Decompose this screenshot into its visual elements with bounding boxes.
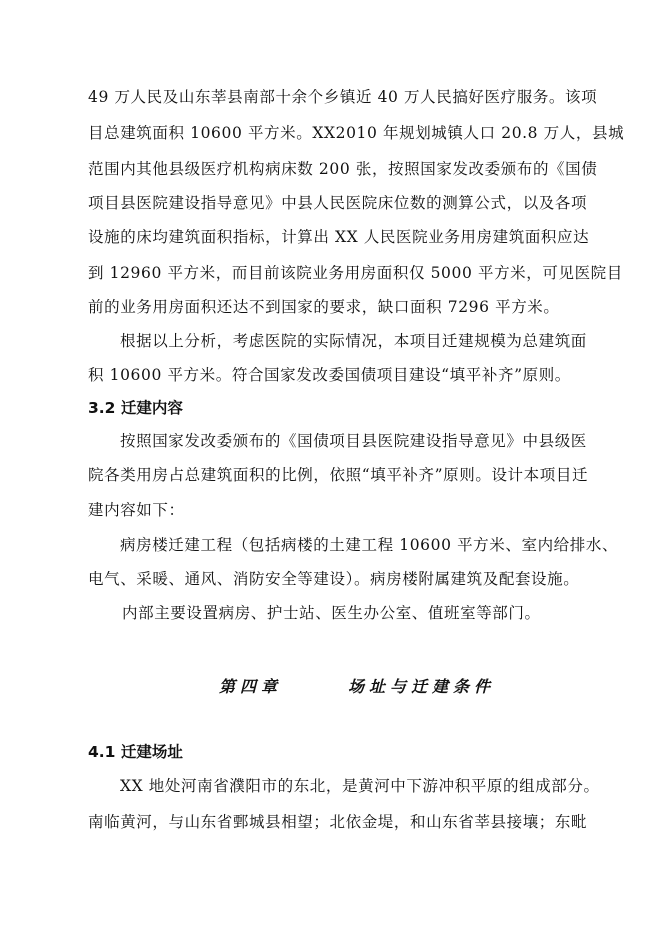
paragraph-line: 按照国家发改委颁布的《国债项目县医院建设指导意见》中县级医: [120, 432, 587, 450]
paragraph-line: 院各类用房占总建筑面积的比例，依照“填平补齐”原则。设计本项目迁: [88, 466, 589, 484]
paragraph-line: 内部主要设置病房、护士站、医生办公室、值班室等部门。: [122, 604, 541, 622]
paragraph-line: 范围内其他县级医疗机构病床数 200 张，按照国家发改委颁布的《国债: [88, 160, 598, 178]
paragraph-line: 目总建筑面积 10600 平方米。XX2010 年规划城镇人口 20.8 万人，县城: [88, 124, 625, 142]
paragraph-line: 南临黄河，与山东省鄄城县相望；北依金堤，和山东省莘县接壤；东毗: [88, 813, 588, 831]
chapter-number: 第四章: [219, 677, 283, 696]
paragraph-line: 建内容如下：: [88, 501, 185, 519]
section-heading: 4.1 迁建场址: [88, 743, 183, 761]
paragraph-line: 前的业务用房面积还达不到国家的要求，缺口面积 7296 平方米。: [88, 298, 560, 316]
paragraph-line: 积 10600 平方米。符合国家发改委国债项目建设“填平补齐”原则。: [88, 366, 571, 384]
paragraph-line: 电气、采暖、通风、消防安全等建设）。病房楼附属建筑及配套设施。: [88, 570, 580, 588]
paragraph-line: 设施的床均建筑面积指标，计算出 XX 人民医院业务用房建筑面积应达: [88, 228, 590, 246]
paragraph-line: XX 地处河南省濮阳市的东北，是黄河中下游冲积平原的组成部分。: [120, 777, 600, 795]
paragraph-line: 根据以上分析，考虑医院的实际情况，本项目迁建规模为总建筑面: [120, 332, 587, 350]
paragraph-line: 病房楼迁建工程（包括病楼的土建工程 10600 平方米、室内给排水、: [120, 536, 619, 554]
paragraph-line: 49 万人民及山东莘县南部十余个乡镇近 40 万人民搞好医疗服务。该项: [88, 88, 598, 106]
paragraph-line: 项目县医院建设指导意见》中县人民医院床位数的测算公式，以及各项: [88, 194, 588, 212]
chapter-title: 场址与迁建条件: [348, 677, 496, 696]
paragraph-line: 到 12960 平方米，而目前该院业务用房面积仅 5000 平方米，可见医院目: [88, 264, 623, 282]
section-heading: 3.2 迁建内容: [88, 399, 183, 417]
